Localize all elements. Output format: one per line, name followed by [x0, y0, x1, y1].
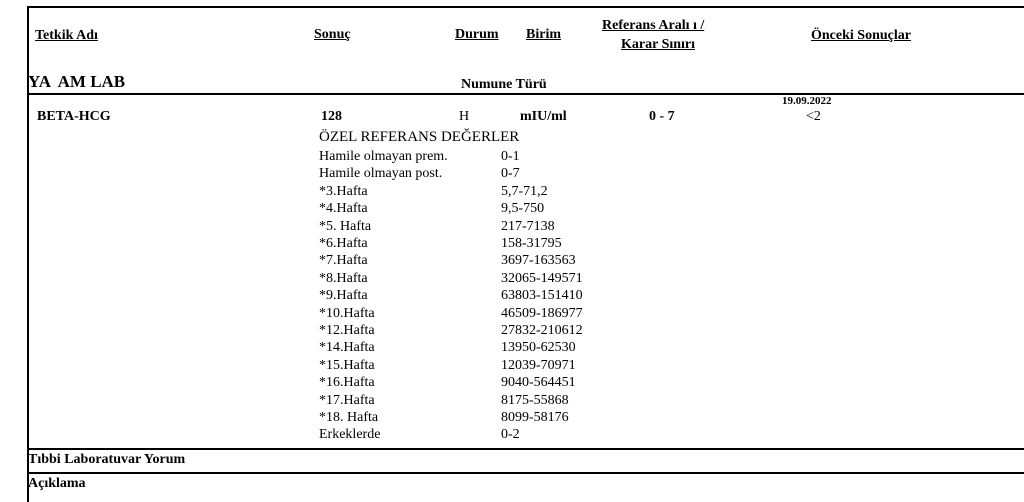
reference-row: [0, 200, 1024, 217]
header-divider: [28, 93, 1024, 95]
results-bottom-border: [28, 448, 1024, 450]
reference-row-label: Erkeklerde: [319, 427, 381, 443]
test-status: H: [459, 109, 470, 124]
reference-row-value: 32065-149571: [501, 270, 583, 286]
reference-row: [0, 165, 1024, 182]
test-result: 128: [321, 109, 342, 124]
reference-row: [0, 287, 1024, 304]
explanation-label: Açıklama: [28, 476, 86, 491]
reference-row: [0, 305, 1024, 322]
previous-result-value: <2: [806, 109, 821, 124]
header-result: Sonuç: [314, 27, 351, 42]
reference-row-value: 0-2: [501, 427, 520, 443]
reference-row-label: *4.Hafta: [319, 201, 368, 217]
reference-row-label: *9.Hafta: [319, 288, 368, 304]
reference-row: [0, 339, 1024, 356]
reference-row-label: Hamile olmayan post.: [319, 166, 443, 182]
reference-row-value: 0-7: [501, 166, 520, 182]
reference-row-label: *7.Hafta: [319, 253, 368, 269]
reference-row-value: 46509-186977: [501, 305, 583, 321]
comment-bottom-border: [28, 472, 1024, 474]
lab-section-title: YA AM LAB: [28, 72, 126, 91]
reference-row: [0, 392, 1024, 409]
reference-row-label: *16.Hafta: [319, 375, 375, 391]
reference-row-value: 8099-58176: [501, 410, 569, 425]
reference-row-label: *14.Hafta: [319, 340, 375, 356]
reference-row-value: 5,7-71,2: [501, 183, 548, 199]
reference-row-value: 13950-62530: [501, 340, 576, 356]
reference-row-value: 9,5-750: [501, 201, 545, 217]
reference-row-label: *17.Hafta: [319, 392, 375, 408]
test-name: BETA-HCG: [37, 109, 111, 124]
reference-row-value: 217-7138: [501, 218, 555, 234]
reference-row: [0, 235, 1024, 252]
reference-row-value: 12039-70971: [501, 357, 576, 373]
header-reference-line2: Karar Sınırı: [621, 37, 696, 52]
reference-row-label: *6.Hafta: [319, 236, 368, 251]
medical-lab-comment-label: Tıbbi Laboratuvar Yorum: [28, 452, 186, 467]
reference-row: [0, 322, 1024, 339]
test-unit: mIU/ml: [520, 109, 567, 124]
reference-row: [0, 252, 1024, 269]
reference-row-label: Hamile olmayan prem.: [319, 149, 448, 164]
reference-row: [0, 409, 1024, 426]
reference-row-label: *3.Hafta: [319, 183, 368, 199]
reference-row: [0, 357, 1024, 374]
header-reference-line1: Referans Aralı ı /: [602, 18, 705, 33]
previous-result-date: 19.09.2022: [782, 95, 832, 107]
header-unit: Birim: [526, 27, 561, 42]
special-reference-title: ÖZEL REFERANS DEĞERLER: [319, 129, 520, 145]
reference-row-value: 3697-163563: [501, 253, 576, 269]
reference-row: [0, 426, 1024, 443]
reference-row: [0, 270, 1024, 287]
top-border: [28, 6, 1024, 8]
header-status: Durum: [455, 27, 499, 42]
reference-row-label: *15.Hafta: [319, 357, 375, 373]
reference-row: [0, 374, 1024, 391]
header-test-name: Tetkik Adı: [35, 28, 98, 43]
reference-row-value: 27832-210612: [501, 323, 583, 338]
reference-row: [0, 183, 1024, 200]
reference-row-value: 0-1: [501, 149, 520, 164]
sample-type-label: Numune Türü: [461, 77, 547, 92]
test-reference: 0 - 7: [649, 109, 675, 124]
reference-row-value: 9040-564451: [501, 375, 576, 391]
reference-row-label: *18. Hafta: [319, 410, 379, 425]
header-previous-results: Önceki Sonuçlar: [811, 28, 911, 43]
reference-row: [0, 148, 1024, 165]
reference-row-label: *5. Hafta: [319, 218, 372, 234]
reference-row: [0, 218, 1024, 235]
reference-row-label: *12.Hafta: [319, 323, 375, 338]
reference-row-label: *10.Hafta: [319, 305, 375, 321]
reference-row-value: 158-31795: [501, 236, 562, 251]
reference-row-value: 63803-151410: [501, 288, 583, 304]
reference-row-label: *8.Hafta: [319, 270, 368, 286]
reference-row-value: 8175-55868: [501, 392, 569, 408]
